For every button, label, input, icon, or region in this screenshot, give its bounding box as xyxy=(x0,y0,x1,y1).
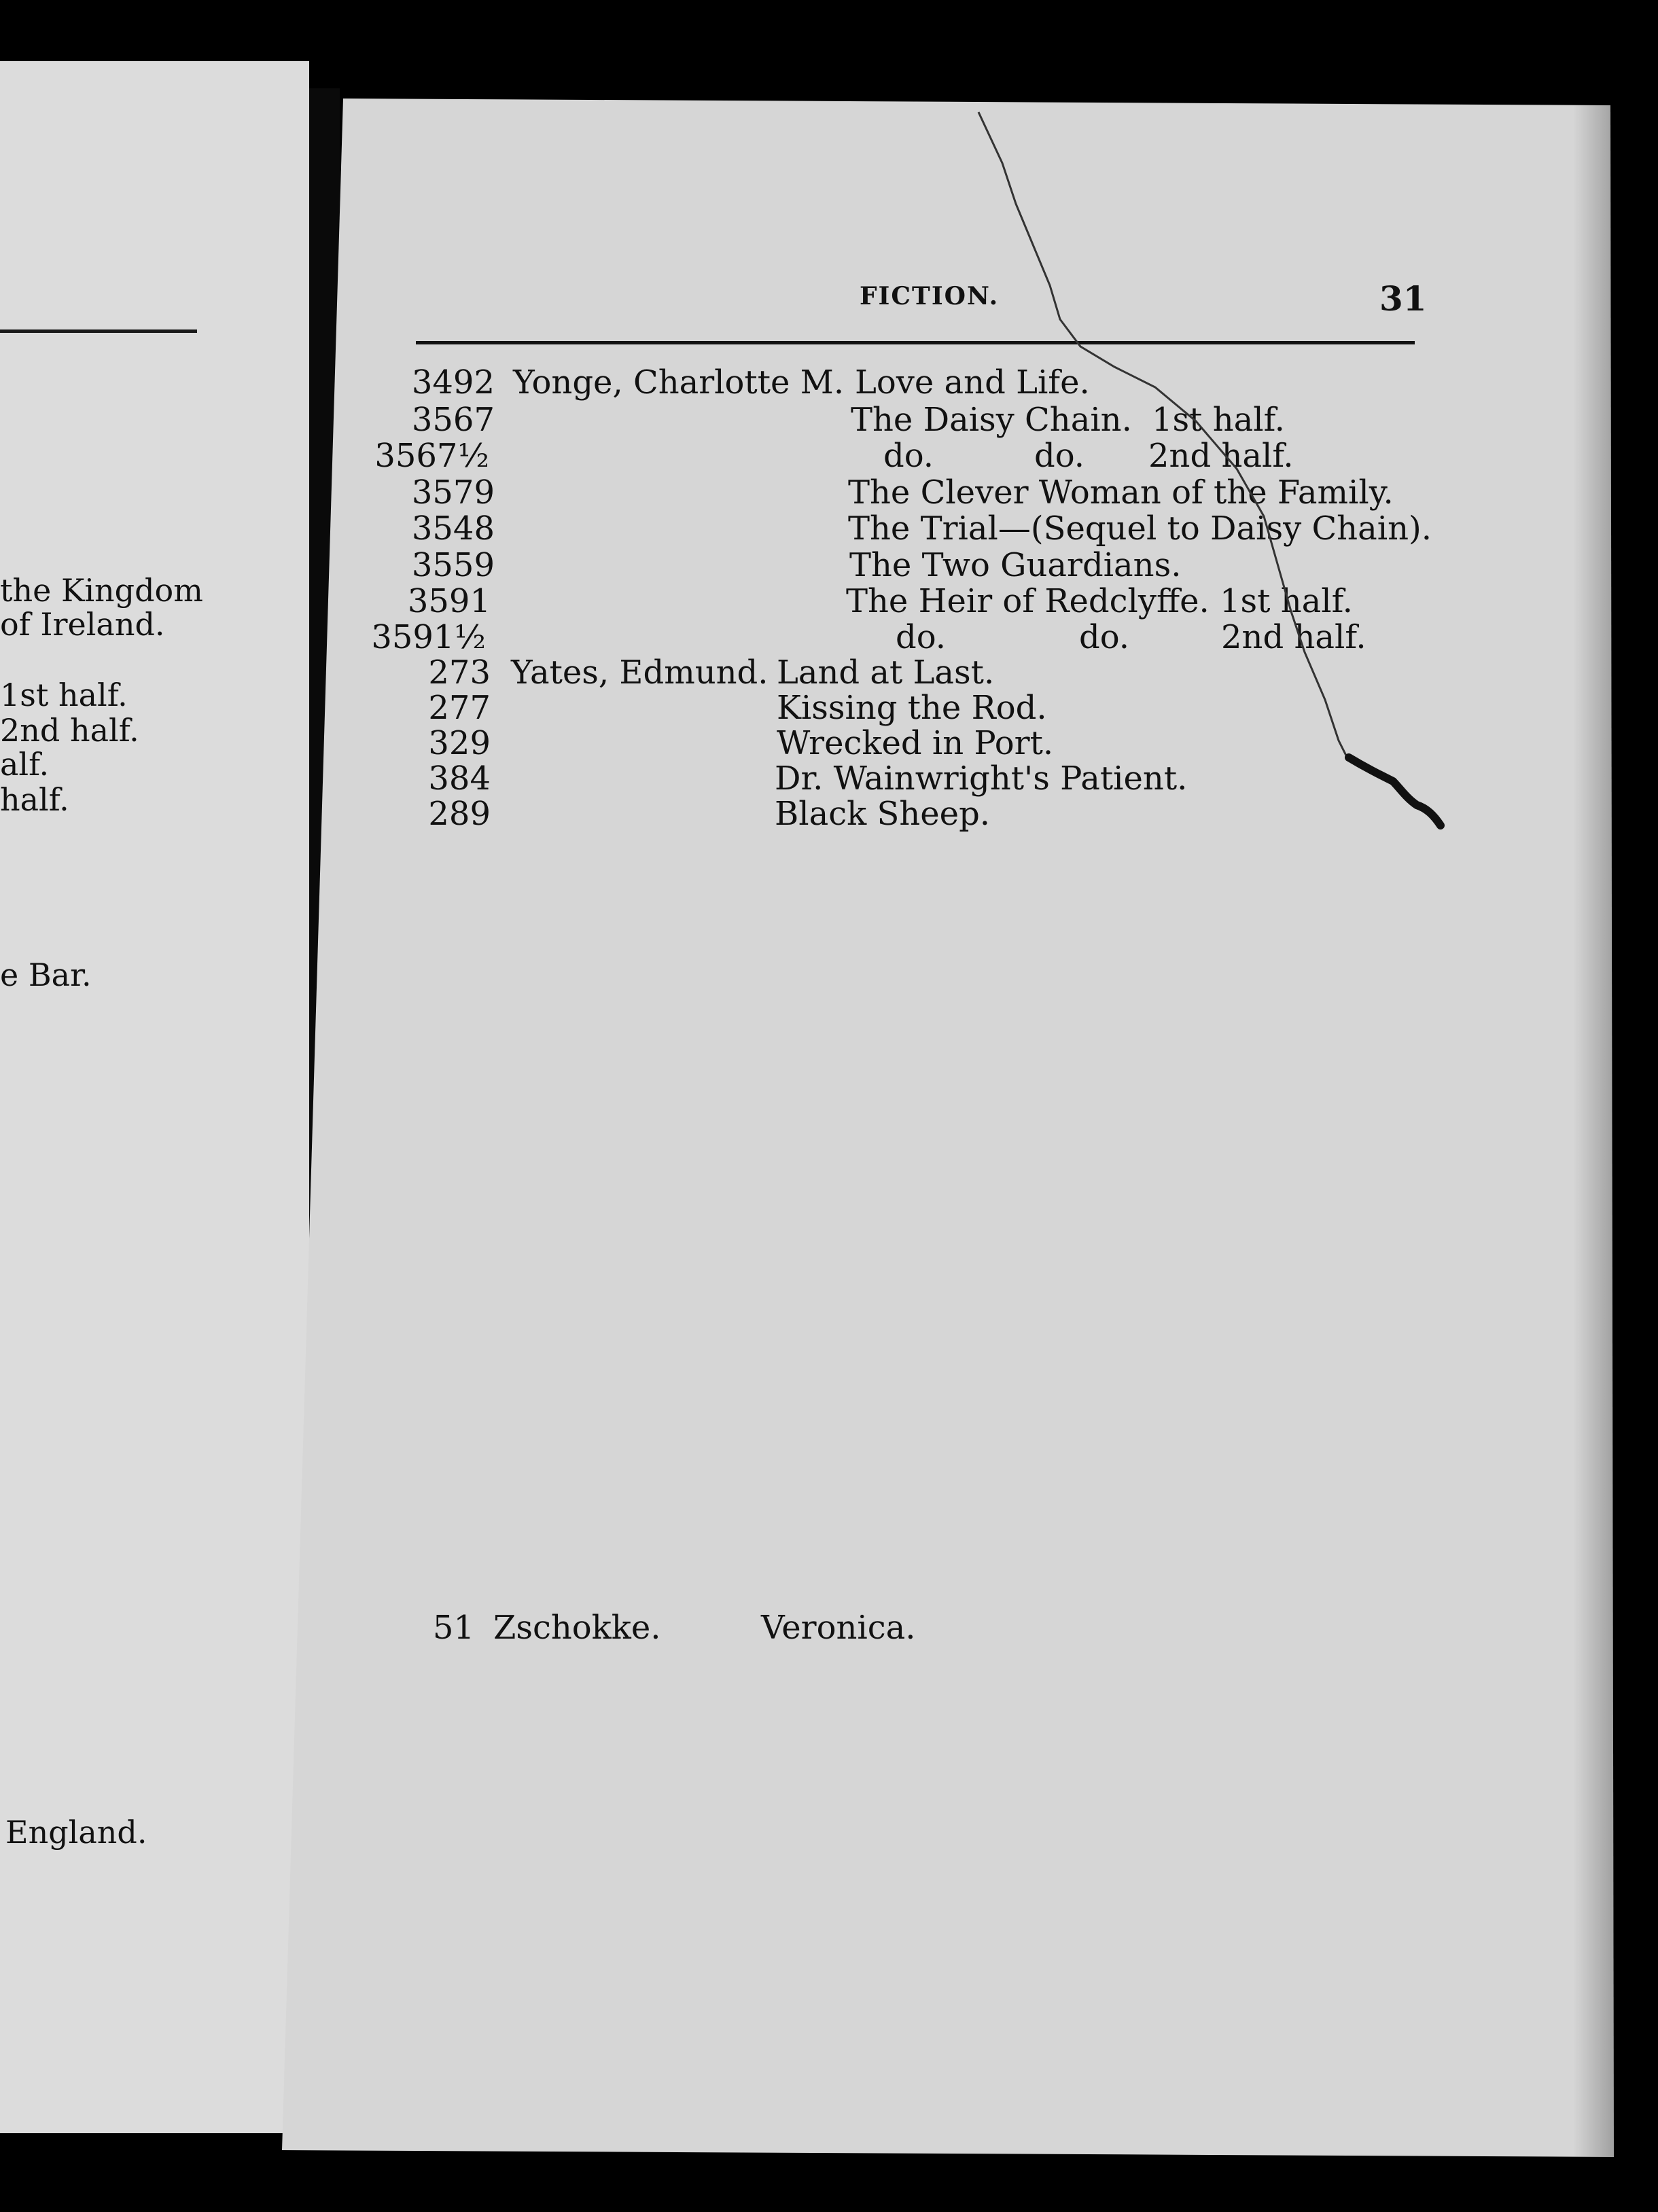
catalog-entry-row xyxy=(0,582,1658,622)
left-fragment-bar: e Bar. xyxy=(0,957,92,993)
entry-number: 277 xyxy=(428,689,491,727)
left-fragment-1st-half: 1st half. xyxy=(0,677,128,713)
catalog-entry-row xyxy=(0,689,1658,728)
catalog-entry-row xyxy=(0,795,1658,834)
entry-author: Yates, Edmund. xyxy=(511,654,769,692)
entry-title: Love and Life. xyxy=(855,363,1090,402)
entry-title: The Clever Woman of the Family. xyxy=(848,474,1394,512)
entry-title: The Two Guardians. xyxy=(849,546,1182,584)
catalog-entry-row xyxy=(0,474,1658,513)
catalog-entry-row xyxy=(0,510,1658,549)
entry-note: 2nd half. xyxy=(1148,437,1294,475)
entry-title: do. xyxy=(896,618,947,656)
left-fragment-ireland: of Ireland. xyxy=(0,606,165,643)
entry-number: 3567½ xyxy=(374,437,489,475)
entry-title: Veronica. xyxy=(761,1609,916,1647)
entry-number: 384 xyxy=(428,760,491,798)
left-fragment-half: half. xyxy=(0,781,69,818)
entry-number: 273 xyxy=(428,654,491,692)
entry-number: 3559 xyxy=(411,546,495,584)
catalog-entry-row xyxy=(0,546,1658,586)
left-fragment-kingdom: the Kingdom xyxy=(0,572,203,609)
entry-author: Zschokke. xyxy=(493,1609,661,1647)
entry-number: 3591 xyxy=(407,582,491,620)
entry-author: Yonge, Charlotte M. xyxy=(513,363,845,402)
left-fragment-england: England. xyxy=(5,1814,147,1851)
entry-number: 3548 xyxy=(411,510,495,548)
left-page-rule xyxy=(0,329,197,333)
entry-title: The Heir of Redclyffe. xyxy=(846,582,1210,620)
entry-title: do. xyxy=(883,437,934,475)
entry-title: Wrecked in Port. xyxy=(777,724,1054,762)
page-number: 31 xyxy=(1379,279,1427,319)
entry-title: Black Sheep. xyxy=(775,795,991,833)
entry-title: Dr. Wainwright's Patient. xyxy=(775,760,1188,798)
left-fragment-2nd-half: 2nd half. xyxy=(0,712,139,749)
entry-title: The Daisy Chain. xyxy=(851,401,1132,439)
catalog-entry-row xyxy=(0,401,1658,440)
entry-number: 329 xyxy=(428,724,491,762)
catalog-entry-row xyxy=(0,760,1658,799)
catalog-entry-row xyxy=(0,1609,1658,1648)
catalog-entry-row xyxy=(0,654,1658,693)
entry-number: 3591½ xyxy=(371,618,486,656)
entry-note: 1st half. xyxy=(1220,582,1353,620)
page-header-title: FICTION. xyxy=(860,282,1000,310)
entry-number: 3579 xyxy=(411,474,495,512)
entry-ditto: do. xyxy=(1034,437,1085,475)
header-rule xyxy=(416,341,1415,344)
left-fragment-alf: alf. xyxy=(0,746,50,783)
entry-note: 2nd half. xyxy=(1221,618,1366,656)
entry-title: Kissing the Rod. xyxy=(777,689,1047,727)
catalog-entry-row xyxy=(0,618,1658,658)
entry-number: 289 xyxy=(428,795,491,833)
entry-note: 1st half. xyxy=(1152,401,1285,439)
entry-number: 3567 xyxy=(411,401,495,439)
entry-title: Land at Last. xyxy=(777,654,995,692)
catalog-entry-row xyxy=(0,724,1658,764)
catalog-entry-row xyxy=(0,437,1658,476)
entry-number: 3492 xyxy=(411,363,495,402)
entry-title: The Trial—(Sequel to Daisy Chain). xyxy=(848,510,1432,548)
entry-number: 51 xyxy=(432,1609,474,1647)
entry-ditto: do. xyxy=(1079,618,1130,656)
catalog-entry-row xyxy=(0,363,1658,403)
